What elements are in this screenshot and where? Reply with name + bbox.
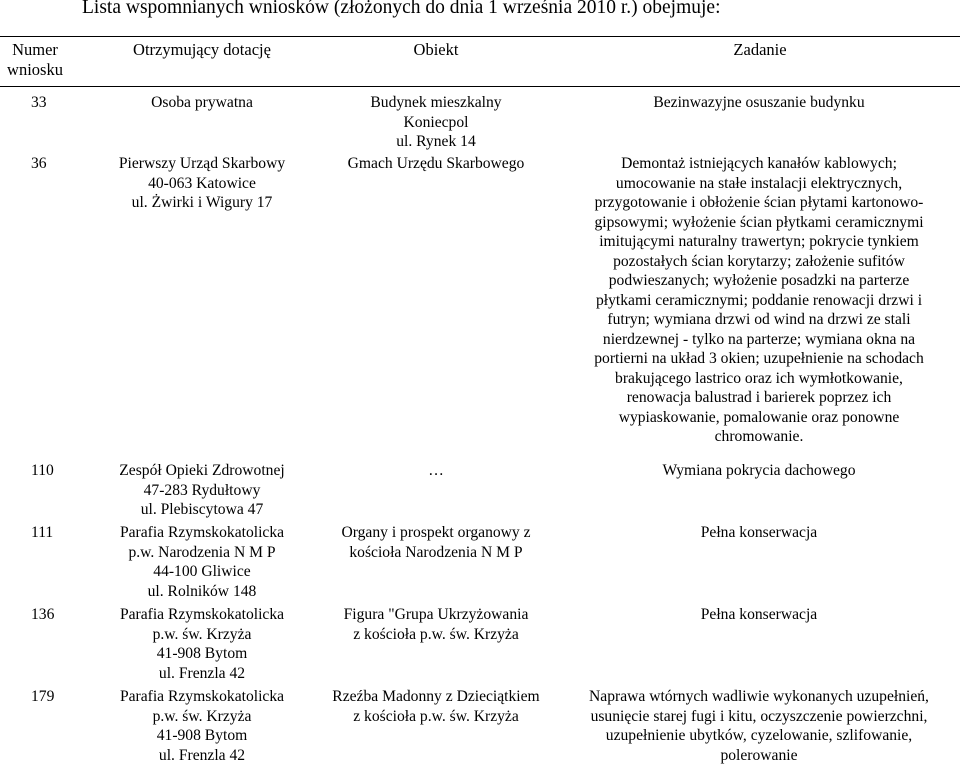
- task-line: Pełna konserwacja: [700, 524, 818, 541]
- recipient-line: Pierwszy Urząd Skarbowy: [118, 155, 286, 172]
- object-line: Figura "Grupa Ukrzyżowania: [343, 606, 529, 623]
- row-recipient: [92, 605, 312, 683]
- header-bottom-rule: [0, 86, 960, 87]
- task-line: płytkami ceramicznymi; poddanie renowacji drzwi i: [595, 291, 923, 309]
- object-line: Koniecpol: [403, 113, 469, 131]
- object-line: Gmach Urzędu Skarbowego: [347, 155, 525, 172]
- task-line: wypiaskowanie, pomalowanie oraz ponowne: [618, 408, 900, 426]
- row-task: [558, 687, 960, 765]
- row-number: 136: [31, 606, 55, 623]
- task-line: Naprawa wtórnych wadliwie wykonanych uzupełnień,: [589, 688, 929, 705]
- row-object: [310, 93, 562, 152]
- task-line: Demontaż istniejących kanałów kablowych;: [621, 155, 897, 172]
- row-object: [310, 154, 562, 174]
- row-task: [558, 461, 960, 481]
- row-number: 36: [31, 155, 47, 172]
- row-number: 110: [31, 462, 54, 479]
- recipient-line: ul. Rolników 148: [147, 582, 257, 600]
- recipient-line: p.w. Narodzenia N M P: [128, 543, 276, 561]
- header-top-rule: [0, 36, 960, 37]
- task-line: Pełna konserwacja: [700, 606, 818, 623]
- recipient-line: ul. Plebiscytowa 47: [140, 501, 264, 518]
- recipient-line: p.w. św. Krzyża: [152, 625, 252, 643]
- task-line: podwieszanych; wyłożenie posadzki na parterze: [608, 272, 910, 289]
- row-number: 111: [31, 524, 54, 541]
- task-line: polerowanie: [720, 746, 798, 764]
- recipient-line: Zespół Opieki Zdrowotnej: [119, 462, 285, 479]
- header-number-line: wniosku: [7, 60, 63, 79]
- row-task: [558, 93, 960, 113]
- task-line: usunięcie starej fugi i kitu, oczyszczenie powierzchni,: [590, 707, 928, 725]
- task-line: gipsowymi; wyłożenie ścian płytkami ceramicznymi: [594, 213, 924, 231]
- object-line: Rzeźba Madonny z Dzieciątkiem: [332, 688, 540, 705]
- recipient-line: ul. Frenzla 42: [158, 664, 246, 682]
- row-recipient: [92, 93, 312, 113]
- task-line: przygotowanie i obłożenie ścian płytami kartonowo-: [594, 194, 924, 211]
- object-line: kościoła Narodzenia N M P: [349, 543, 523, 561]
- row-object: [310, 687, 562, 726]
- task-line: renowacja balustrad i barierek poprzez ich: [626, 389, 892, 406]
- task-line: portierni na układ 3 okien; uzupełnienie na schodach: [594, 350, 924, 367]
- recipient-line: Osoba prywatna: [151, 94, 253, 111]
- object-line: Organy i prospekt organowy z: [341, 524, 531, 541]
- row-number: 179: [31, 688, 55, 705]
- row-recipient: [92, 523, 312, 601]
- row-object: [310, 461, 562, 481]
- object-line: z kościoła p.w. św. Krzyża: [353, 625, 519, 643]
- recipient-line: ul. Żwirki i Wigury 17: [131, 194, 273, 211]
- row-task: [558, 605, 960, 625]
- recipient-line: 41-908 Bytom: [156, 727, 248, 744]
- task-line: nierdzewnej - tylko na parterze; wymiana okna na: [602, 330, 916, 348]
- row-object: [310, 605, 562, 644]
- row-recipient: [92, 687, 312, 765]
- object-line: …: [428, 462, 444, 479]
- recipient-line: p.w. św. Krzyża: [152, 707, 252, 725]
- row-task: [558, 523, 960, 543]
- object-line: z kościoła p.w. św. Krzyża: [353, 707, 519, 725]
- header-task: Zadanie: [733, 40, 787, 59]
- task-line: Bezinwazyjne osuszanie budynku: [653, 94, 865, 111]
- task-line: brakującego lastrico oraz ich wymłotkowanie,: [615, 369, 903, 387]
- header-recipient: Otrzymujący dotację: [133, 40, 271, 59]
- recipient-line: Parafia Rzymskokatolicka: [119, 688, 285, 705]
- task-line: umocowanie na stałe instalacji elektrycznych,: [615, 174, 903, 192]
- header-number: [0, 40, 70, 80]
- row-task: [558, 154, 960, 447]
- object-line: ul. Rynek 14: [396, 133, 476, 150]
- task-line: imitującymi naturalny trawertyn; pokrycie tynkiem: [599, 233, 919, 250]
- header-object: Obiekt: [413, 40, 459, 59]
- task-line: Wymiana pokrycia dachowego: [662, 462, 856, 479]
- row-object: [310, 523, 562, 562]
- recipient-line: Parafia Rzymskokatolicka: [119, 524, 285, 541]
- recipient-line: 41-908 Bytom: [156, 645, 248, 662]
- task-line: pozostałych ścian korytarzy; założenie sufitów: [613, 252, 905, 270]
- task-line: uzupełnienie ubytków, cyzelowanie, szlifowanie,: [605, 727, 913, 744]
- task-line: chromowanie.: [714, 428, 804, 445]
- row-recipient: [92, 154, 312, 213]
- task-line: futryn; wymiana drzwi od wind na drzwi ze stali: [607, 311, 911, 328]
- header-number-line: Numer: [12, 40, 58, 59]
- recipient-line: 44-100 Gliwice: [153, 563, 251, 580]
- recipient-line: ul. Frenzla 42: [158, 746, 246, 764]
- recipient-line: 47-283 Rydułtowy: [143, 481, 261, 499]
- row-recipient: [92, 461, 312, 520]
- recipient-line: 40-063 Katowice: [148, 174, 256, 192]
- row-number: 33: [31, 94, 47, 111]
- page-title: Lista wspomnianych wniosków (złożonych do dnia 1 września 2010 r.) obejmuje:: [82, 0, 721, 18]
- object-line: Budynek mieszkalny: [370, 94, 502, 111]
- recipient-line: Parafia Rzymskokatolicka: [119, 606, 285, 623]
